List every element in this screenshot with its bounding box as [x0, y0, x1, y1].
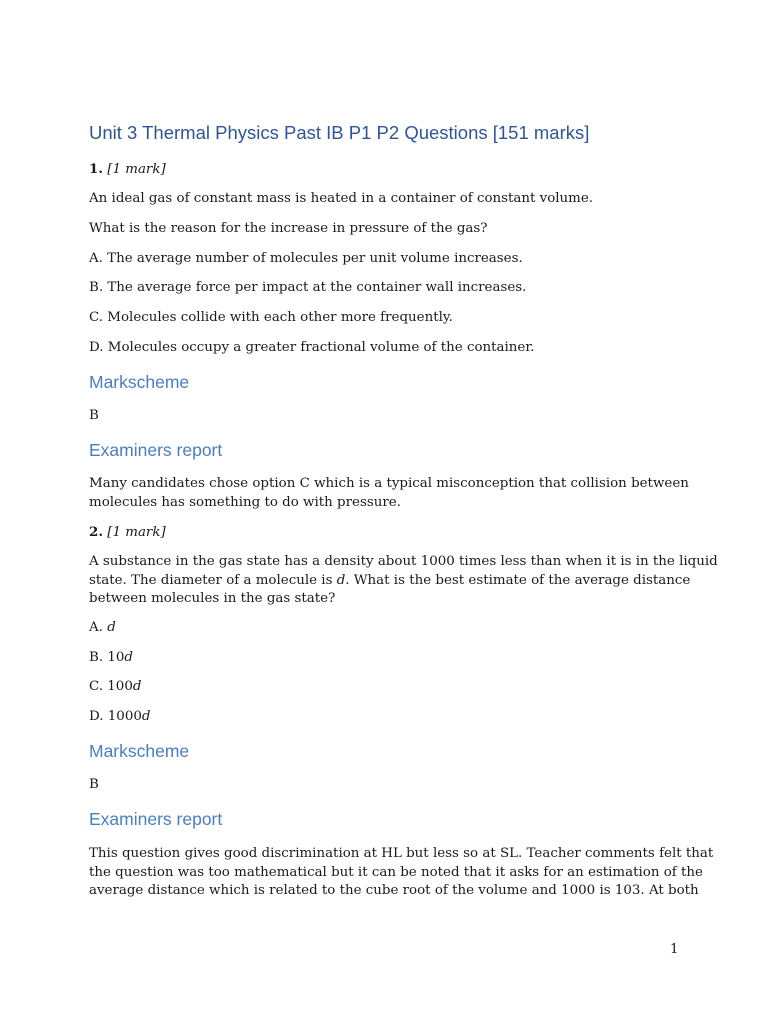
question-1-stem: An ideal gas of constant mass is heated in a container of constant volume. [89, 191, 594, 206]
examiners-report-heading: Examiners report [89, 809, 223, 829]
question-1-option-b: B. The average force per impact at the container wall increases. [89, 280, 527, 295]
option-variable: d [107, 620, 116, 635]
question-number: 1. [89, 161, 103, 177]
stem-text: state. The diameter of a molecule is [89, 572, 337, 588]
question-2-option-b [89, 649, 133, 668]
stem-line: A substance in the gas state has a density about 1000 times less than when it is in the liquid [89, 554, 718, 569]
stem-line [89, 572, 689, 591]
question-1-option-a: A. The average number of molecules per unit volume increases. [89, 251, 523, 266]
markscheme-answer: B [89, 408, 99, 423]
question-1-header [89, 160, 166, 180]
question-2-option-d [89, 708, 150, 727]
question-marks: [1 mark] [107, 162, 166, 177]
question-2-option-a [89, 619, 116, 638]
option-coefficient: 100 [107, 679, 133, 694]
question-1-prompt: What is the reason for the increase in pressure of the gas? [89, 221, 488, 236]
report-line: This question gives good discrimination at HL but less so at SL. Teacher comments felt that [89, 846, 714, 861]
markscheme-heading: Markscheme [89, 372, 190, 392]
report-line: Many candidates chose option C which is a typical misconception that collision between [89, 476, 689, 491]
stem-text: . What is the best estimate of the average distance [345, 572, 691, 588]
report-line: average distance which is related to the cube root of the volume and 1000 is 103. At both [89, 883, 699, 898]
report-line: molecules has something to do with pressure. [89, 494, 401, 510]
option-label: C. [89, 679, 108, 694]
examiners-report-heading: Examiners report [89, 440, 223, 460]
question-number: 2. [89, 524, 103, 540]
option-label: B. [89, 650, 108, 665]
document-title: Unit 3 Thermal Physics Past IB P1 P2 Questions [151 marks] [89, 122, 590, 143]
question-2-header [89, 523, 166, 543]
variable-d: d [336, 572, 346, 588]
question-2-option-c [89, 678, 141, 697]
option-variable: d [141, 709, 151, 724]
question-1-option-c: C. Molecules collide with each other more frequently. [89, 310, 453, 325]
markscheme-answer: B [89, 777, 99, 792]
page-number: 1 [670, 942, 679, 957]
question-marks: [1 mark] [107, 525, 166, 540]
option-label: D. [89, 709, 108, 724]
question-2-stem [89, 553, 718, 609]
option-variable: d [132, 679, 142, 694]
question-1-option-d: D. Molecules occupy a greater fractional volume of the container. [89, 340, 535, 355]
option-variable: d [124, 650, 133, 665]
examiners-report-text [89, 475, 689, 512]
report-line: the question was too mathematical but it can be noted that it asks for an estimation of the [89, 864, 703, 880]
stem-line: between molecules in the gas state? [89, 591, 336, 606]
markscheme-heading: Markscheme [89, 741, 190, 761]
option-coefficient: 1000 [107, 709, 142, 724]
examiners-report-text [89, 845, 714, 901]
option-label: A. [89, 620, 108, 635]
option-coefficient: 10 [107, 650, 125, 665]
